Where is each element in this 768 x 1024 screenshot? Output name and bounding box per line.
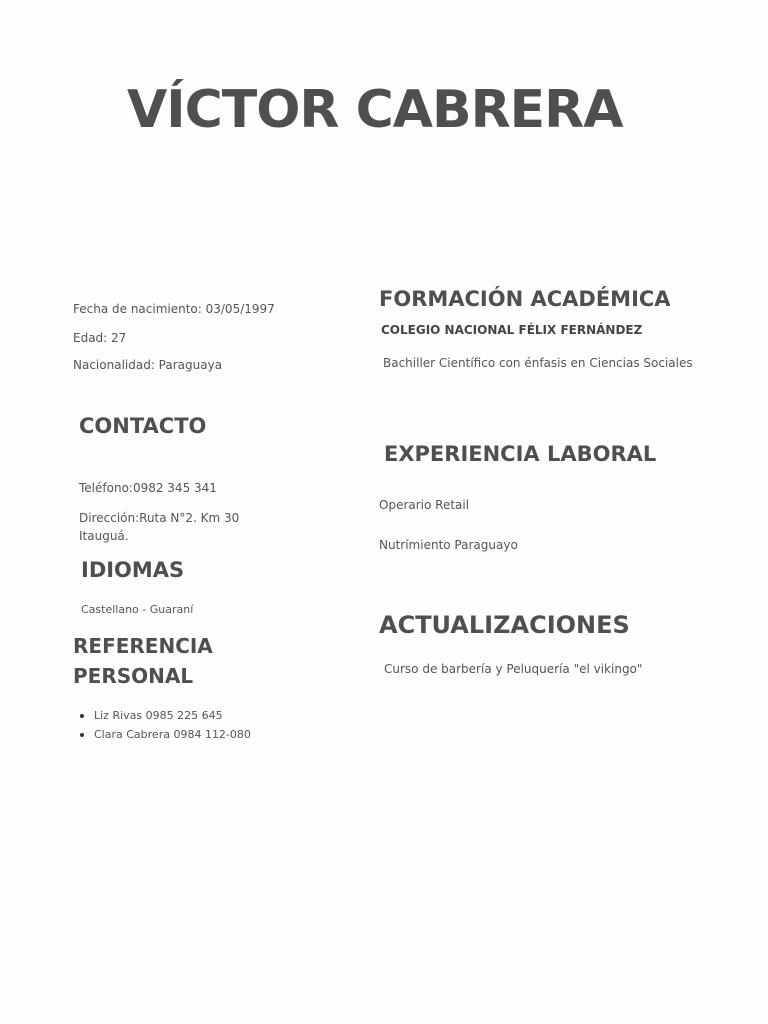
references-heading-line1: REFERENCIA [73, 634, 213, 658]
experience-heading: EXPERIENCIA LABORAL [384, 442, 657, 466]
bullet-icon [80, 733, 84, 737]
reference-item [80, 706, 251, 725]
reference-item-text: Liz Rivas 0985 225 645 [94, 709, 223, 722]
age: Edad: 27 [73, 331, 127, 345]
cv-name-title: VÍCTOR CABRERA [127, 80, 623, 140]
contact-phone: Teléfono:0982 345 341 [79, 481, 217, 495]
updates-course: Curso de barbería y Peluquería "el vikingo" [384, 662, 643, 676]
references-heading-line2: PERSONAL [73, 664, 194, 688]
reference-item [80, 725, 251, 744]
contact-heading: CONTACTO [79, 414, 207, 438]
experience-item: Nutrímiento Paraguayo [379, 538, 518, 552]
references-heading [73, 631, 213, 691]
updates-heading: ACTUALIZACIONES [379, 611, 630, 639]
contact-address-line1: Dirección:Ruta N°2. Km 30 [79, 511, 240, 525]
nationality: Nacionalidad: Paraguaya [73, 358, 223, 372]
experience-item: Operario Retail [379, 498, 470, 512]
bullet-icon [80, 714, 84, 718]
birth-date: Fecha de nacimiento: 03/05/1997 [73, 302, 275, 316]
education-heading: FORMACIÓN ACADÉMICA [379, 287, 671, 311]
education-school: COLEGIO NACIONAL FÉLIX FERNÁNDEZ [381, 323, 643, 337]
references-list [80, 706, 251, 744]
education-degree: Bachiller Científico con énfasis en Ciencias Sociales [383, 356, 693, 370]
languages-heading: IDIOMAS [81, 558, 185, 582]
reference-item-text: Clara Cabrera 0984 112-080 [94, 728, 251, 741]
languages-list: Castellano - Guaraní [81, 603, 194, 616]
contact-address-line2: Itauguá. [79, 529, 129, 543]
